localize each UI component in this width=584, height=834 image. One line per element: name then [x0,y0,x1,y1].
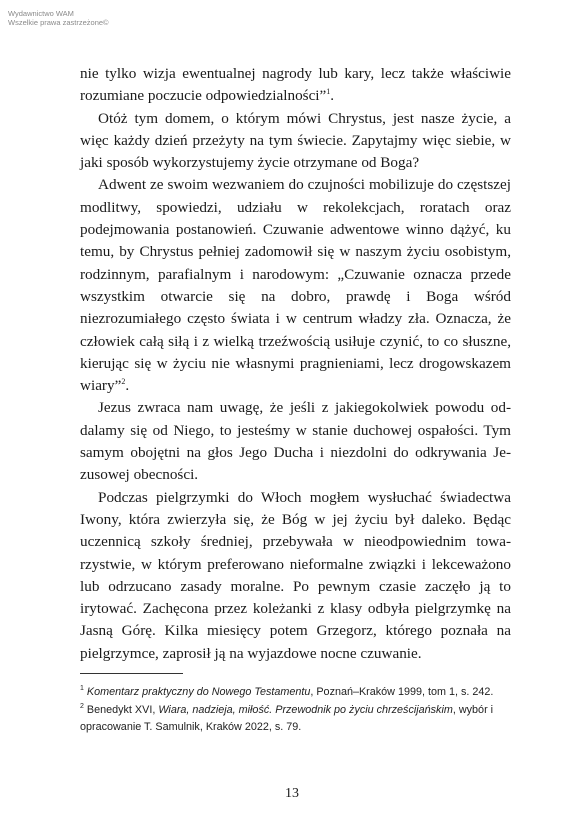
rights-notice: Wszelkie prawa zastrzeżone© [8,18,109,27]
main-text [80,63,511,665]
paragraph-text: nie tylko wizja ewentualnej nagrody lub kary, lecz także właściwie rozumiane poczucie odpowiedzialności” [80,65,511,105]
footnote-title: Wiara, nadzieja, miłość. Przewodnik po życiu chrześcijańskim [158,703,453,716]
paragraph-text: Podczas pielgrzymki do Włoch mogłem wysłuchać świadectwa Iwony, która zwierzyła się, że Bóg w jej życiu był daleko. Będąc uczennicą szkoły średniej, przebywała w nieodpowiednim towarzystwie, w którym preferowano nieformalne związki i lekceważono lub odrzucano zasady moralne. Po pewnym czasie zaczęło ją to irytować. Zachęcona przez koleżanki z klasy odbyła pielgrzymkę na Jasną Górę. Kilka miesięcy potem Grzegorz, którego poznała na pielgrzymce, zaprosił ją na wyjazdowe nocne czuwanie. [80,488,511,662]
footnote-ref[interactable]: 2 [121,377,126,387]
page-number: 13 [285,786,299,801]
footnote-ref[interactable]: 1 [326,87,331,97]
publisher-watermark [8,9,109,27]
publisher-name: Wydawnictwo WAM [8,9,74,18]
paragraph-text: Otóż tym domem, o którym mówi Chrystus, jest nasze życie, a więc każdy dzień przeżyty na tym świecie. Zapytajmy więc siebie, w jaki sposób wykorzystujemy życie otrzymane od Boga? [80,109,511,172]
footnote-text: , Poznań–Kraków 1999, tom 1, s. 242. [310,686,494,698]
footnote-2 [80,702,520,737]
paragraph: Adwent ze swoim wezwaniem do czujności mobilizuje do częstszej modlitwy, spowiedzi, udziału w rekolekcjach, roratach oraz podejmowania postanowień. Czuwanie adwentowe winno dążyć, ku temu, by Chrystus pełniej zadomowił się w naszym życiu osobistym, rodzinnym, parafialnym i narodowym: „Czuwanie oznacza przede wszystkim otwarcie się na dobro, prawdę i Boga wśród niezrozumiałego często świata i w centrum władzy zła. Oznacza, że człowiek całą siłą i z wielką trzeźwością usiłuje czynić, to co słuszne, kierując się w życiu nie własnymi pragnieniami, lecz drogowskazem wiary”$^2$. [80,176,511,395]
footnote-1 [80,684,520,702]
footnote-divider [80,673,183,674]
footnote-text: , wybór i opracowanie T. Samulnik, Kraków 2022, s. 79. [80,703,494,734]
footnote-number: 1 [80,685,84,693]
paragraph: nie tylko wizja ewentualnej nagrody lub kary, lecz także właściwie rozumiane poczucie odpowiedzialności”$^1$. [80,65,511,105]
paragraph [80,487,511,665]
footnotes [80,684,520,737]
paragraph-text: Adwent ze swoim wezwaniem do czujności mobilizuje do częstszej modlitwy, spowiedzi, udziału w rekolekcjach, roratach oraz podejmowania postanowień. Czuwanie adwentowe winno dążyć, ku temu, by Chrystus pełniej zadomowił się w naszym życiu osobistym, rodzinnym, parafialnym i narodowym: „Czuwanie oznacza przede wszystkim otwarcie się na dobro, prawdę i Boga wśród niezrozumiałego często świata i w centrum władzy zła. Oznacza, że człowiek całą siłą i z wielką trzeźwością usiłuje czynić, to co słuszne, kierując się w życiu nie własnymi pragnieniami, lecz drogowskazem wiary” [80,176,511,395]
footnote-number: 2 [80,703,84,710]
paragraph [80,397,511,486]
paragraph [80,108,511,175]
footnote-title: Komentarz praktyczny do Nowego Testamentu [86,686,311,698]
paragraph-text: Jezus zwraca nam uwagę, że jeśli z jakiegokolwiek powodu oddalamy się od Niego, to jesteśmy w stanie duchowej ospałości. Tym samym obojętni na głos Jego Ducha i niezdolni do odkrywania Jezusowej obecności. [80,399,511,484]
footnote-author: Benedykt XVI, [86,703,159,716]
